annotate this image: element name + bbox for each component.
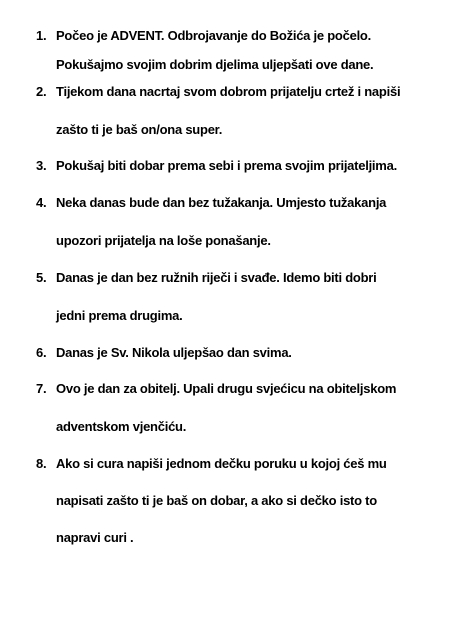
list-item-line: upozori prijatelja na loše ponašanje. — [56, 233, 271, 248]
list-item-number: 4. — [36, 195, 47, 210]
list-item-line: Počeo je ADVENT. Odbrojavanje do Božića je počelo. — [56, 28, 371, 43]
list-item-number: 3. — [36, 158, 47, 173]
list-item-line: Pokušajmo svojim dobrim djelima uljepšati ove dane. — [56, 57, 374, 72]
list-item-line: jedni prema drugima. — [56, 308, 183, 323]
list-item-line: napisati zašto ti je baš on dobar, a ako si dečko isto to — [56, 493, 377, 508]
list-item-line: Pokušaj biti dobar prema sebi i prema svojim prijateljima. — [56, 158, 397, 173]
list-item-number: 8. — [36, 456, 47, 471]
list-item-line: Danas je dan bez ružnih riječi i svađe. Idemo biti dobri — [56, 270, 377, 285]
list-item-line: napravi curi . — [56, 530, 134, 545]
list-item-line: adventskom vjenčiću. — [56, 419, 187, 434]
list-item-line: zašto ti je baš on/ona super. — [56, 122, 223, 137]
list-item-line: Ako si cura napiši jednom dečku poruku u kojoj ćeš mu — [56, 456, 387, 471]
list-item-number: 1. — [36, 28, 47, 43]
list-item-line: Neka danas bude dan bez tužakanja. Umjesto tužakanja — [56, 195, 387, 210]
list-item-line: Ovo je dan za obitelj. Upali drugu svjećicu na obiteljskom — [56, 381, 397, 396]
list-item-number: 5. — [36, 270, 47, 285]
list-item-number: 7. — [36, 381, 47, 396]
list-item-number: 2. — [36, 84, 47, 99]
list-item-line: Danas je Sv. Nikola uljepšao dan svima. — [56, 345, 292, 360]
list-item-number: 6. — [36, 345, 47, 360]
list-item-line: Tijekom dana nacrtaj svom dobrom prijatelju crtež i napiši — [56, 84, 401, 99]
